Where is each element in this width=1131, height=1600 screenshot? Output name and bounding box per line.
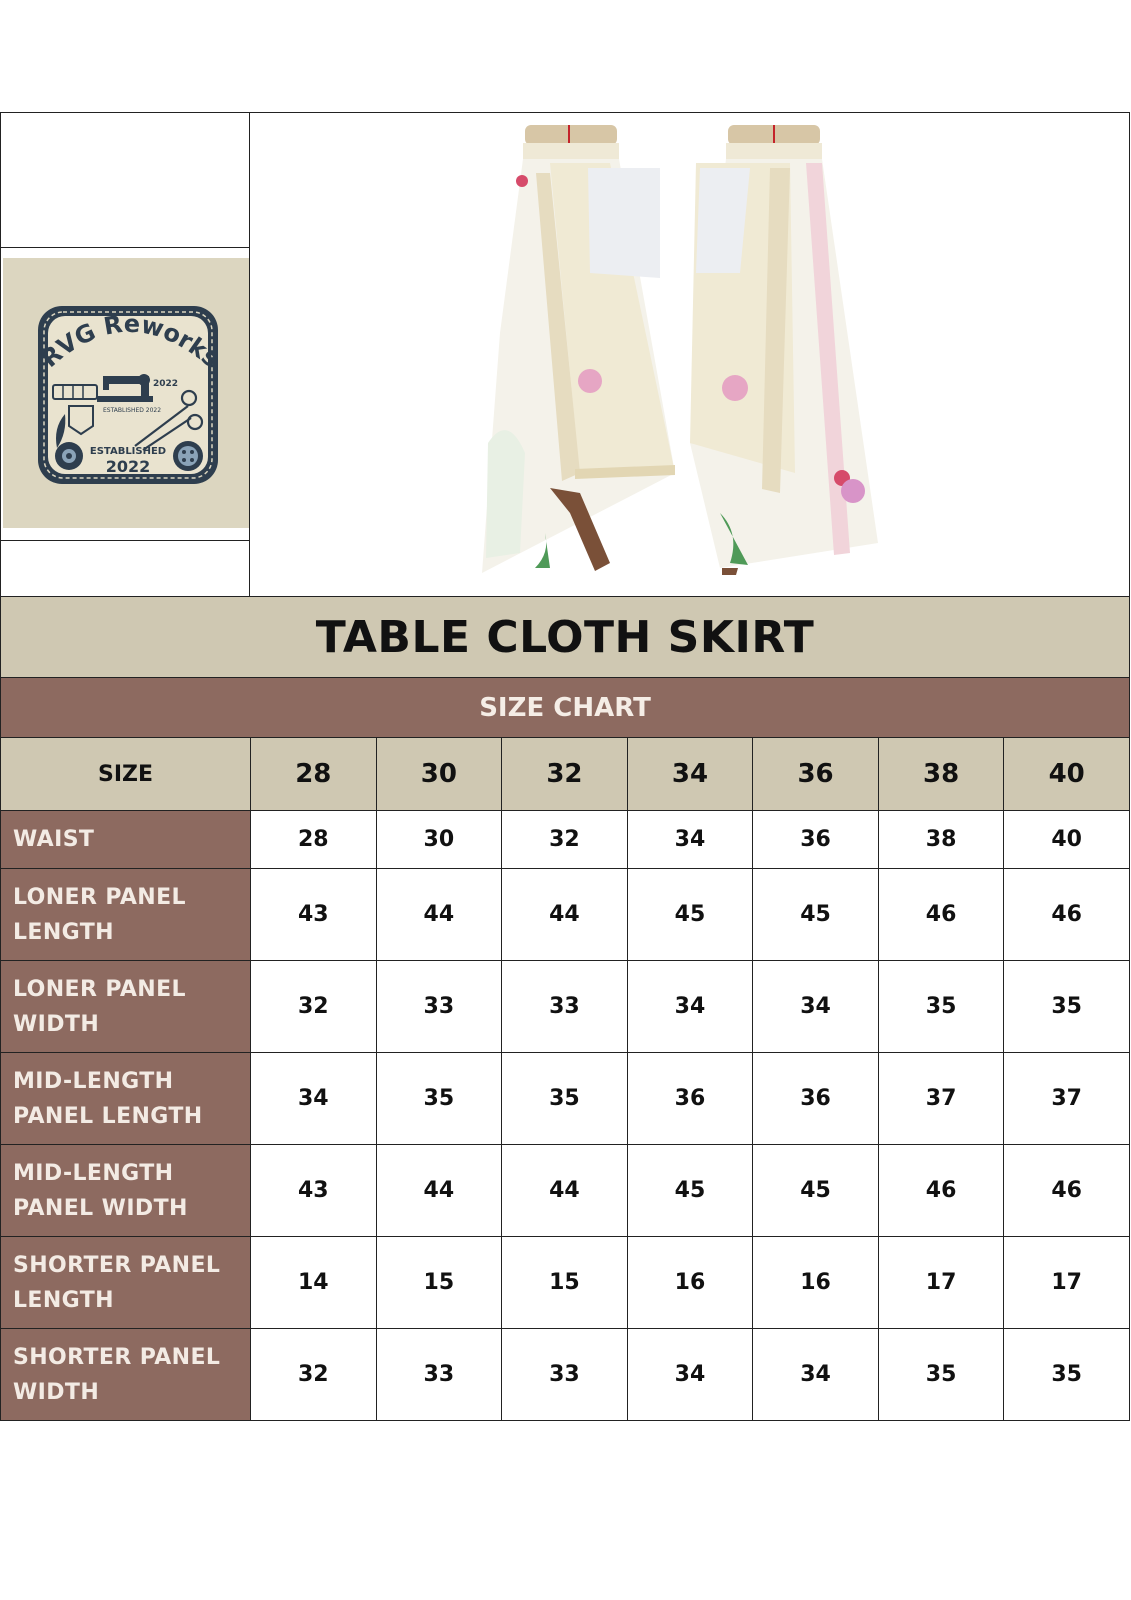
measurement-cell: 14 [251,1237,377,1329]
measurement-cell: 37 [878,1053,1004,1145]
measurement-cell: 32 [502,811,628,869]
measurement-cell: 37 [1004,1053,1130,1145]
size-header-cell: 40 [1004,738,1130,811]
logo-cell [0,247,250,540]
measurement-cell: 34 [753,1329,879,1421]
row-label-line: LENGTH [13,919,114,945]
measurement-cell: 32 [251,1329,377,1421]
size-header-row [1,738,1130,811]
size-chart-sheet [0,112,1130,1426]
row-label [1,869,251,961]
measurement-cell: 46 [1004,869,1130,961]
measurement-cell: 34 [251,1053,377,1145]
row-label-line: WIDTH [13,1011,100,1037]
size-table-body [1,811,1130,1421]
size-header-cell: 38 [878,738,1004,811]
measurement-cell: 17 [1004,1237,1130,1329]
measurement-cell: 35 [376,1053,502,1145]
measurement-cell: 33 [502,1329,628,1421]
row-label-line: MID-LENGTH [13,1068,174,1094]
table-row [1,1053,1130,1145]
measurement-cell: 16 [753,1237,879,1329]
product-photo [249,112,1130,596]
measurement-cell: 36 [753,811,879,869]
measurement-cell: 35 [502,1053,628,1145]
logo-background [3,258,249,528]
table-row [1,1329,1130,1421]
measurement-cell: 38 [878,811,1004,869]
size-header-cell: 28 [251,738,377,811]
row-label-line: MID-LENGTH [13,1160,174,1186]
measurement-cell: 16 [627,1237,753,1329]
logo-est-line: ESTABLISHED 2022 [103,407,162,414]
measurement-cell: 46 [878,869,1004,961]
size-header-label: SIZE [1,738,251,811]
measurement-cell: 45 [753,1145,879,1237]
table-row [1,1237,1130,1329]
table-row [1,869,1130,961]
measurement-cell: 30 [376,811,502,869]
row-label-line: SHORTER PANEL [13,1252,221,1278]
row-label [1,1329,251,1421]
measurement-cell: 15 [502,1237,628,1329]
measurement-cell: 33 [376,1329,502,1421]
row-label-line: LENGTH [13,1287,114,1313]
measurement-cell: 35 [1004,1329,1130,1421]
row-label-line: LONER PANEL [13,884,186,910]
thread-spool-icon [55,442,83,470]
row-label [1,1053,251,1145]
size-header-cell: 30 [376,738,502,811]
table-row [1,1145,1130,1237]
measurement-cell: 43 [251,869,377,961]
row-label [1,961,251,1053]
measurement-cell: 34 [627,1329,753,1421]
skirt-front-view [482,125,675,573]
page-title: TABLE CLOTH SKIRT [315,611,815,663]
table-row [1,811,1130,869]
blank-cell [0,540,250,596]
measurement-cell: 45 [627,1145,753,1237]
row-label-line: PANEL WIDTH [13,1195,188,1221]
title-band [0,596,1130,677]
logo-brand-text: RVG Reworks [35,309,225,374]
size-header-cell: 36 [753,738,879,811]
measurement-cell: 32 [251,961,377,1053]
brand-logo [3,258,249,528]
measurement-cell: 33 [502,961,628,1053]
page-subtitle: SIZE CHART [479,692,651,723]
measurement-cell: 35 [1004,961,1130,1053]
measurement-cell: 36 [627,1053,753,1145]
measurement-cell: 40 [1004,811,1130,869]
measurement-cell: 44 [376,869,502,961]
row-label-line: WIDTH [13,1379,100,1405]
button-icon [173,441,203,471]
measurement-cell: 43 [251,1145,377,1237]
measurement-cell: 34 [627,961,753,1053]
row-label [1,1237,251,1329]
measurement-cell: 44 [502,1145,628,1237]
logo-side-year: 2022 [153,379,179,389]
logo-year-text: 2022 [105,457,151,476]
size-table [0,737,1130,1421]
row-label-line: WAIST [13,827,95,852]
row-label [1,811,251,869]
measurement-cell: 44 [376,1145,502,1237]
measurement-cell: 28 [251,811,377,869]
measurement-cell: 15 [376,1237,502,1329]
measurement-cell: 45 [627,869,753,961]
size-header-cell: 32 [502,738,628,811]
measurement-cell: 46 [1004,1145,1130,1237]
measurement-cell: 33 [376,961,502,1053]
blank-cell [0,112,250,247]
measurement-cell: 35 [878,961,1004,1053]
logo-established-text: ESTABLISHED [89,446,167,457]
measurement-cell: 45 [753,869,879,961]
measurement-cell: 36 [753,1053,879,1145]
measurement-cell: 34 [627,811,753,869]
measurement-cell: 34 [753,961,879,1053]
measurement-cell: 35 [878,1329,1004,1421]
subtitle-band [0,677,1130,737]
skirt-back-view [690,125,878,575]
row-label-line: PANEL LENGTH [13,1103,203,1129]
size-header-cell: 34 [627,738,753,811]
row-label [1,1145,251,1237]
measurement-cell: 46 [878,1145,1004,1237]
row-label-line: SHORTER PANEL [13,1344,221,1370]
measurement-cell: 44 [502,869,628,961]
table-row [1,961,1130,1053]
measurement-cell: 17 [878,1237,1004,1329]
row-label-line: LONER PANEL [13,976,186,1002]
